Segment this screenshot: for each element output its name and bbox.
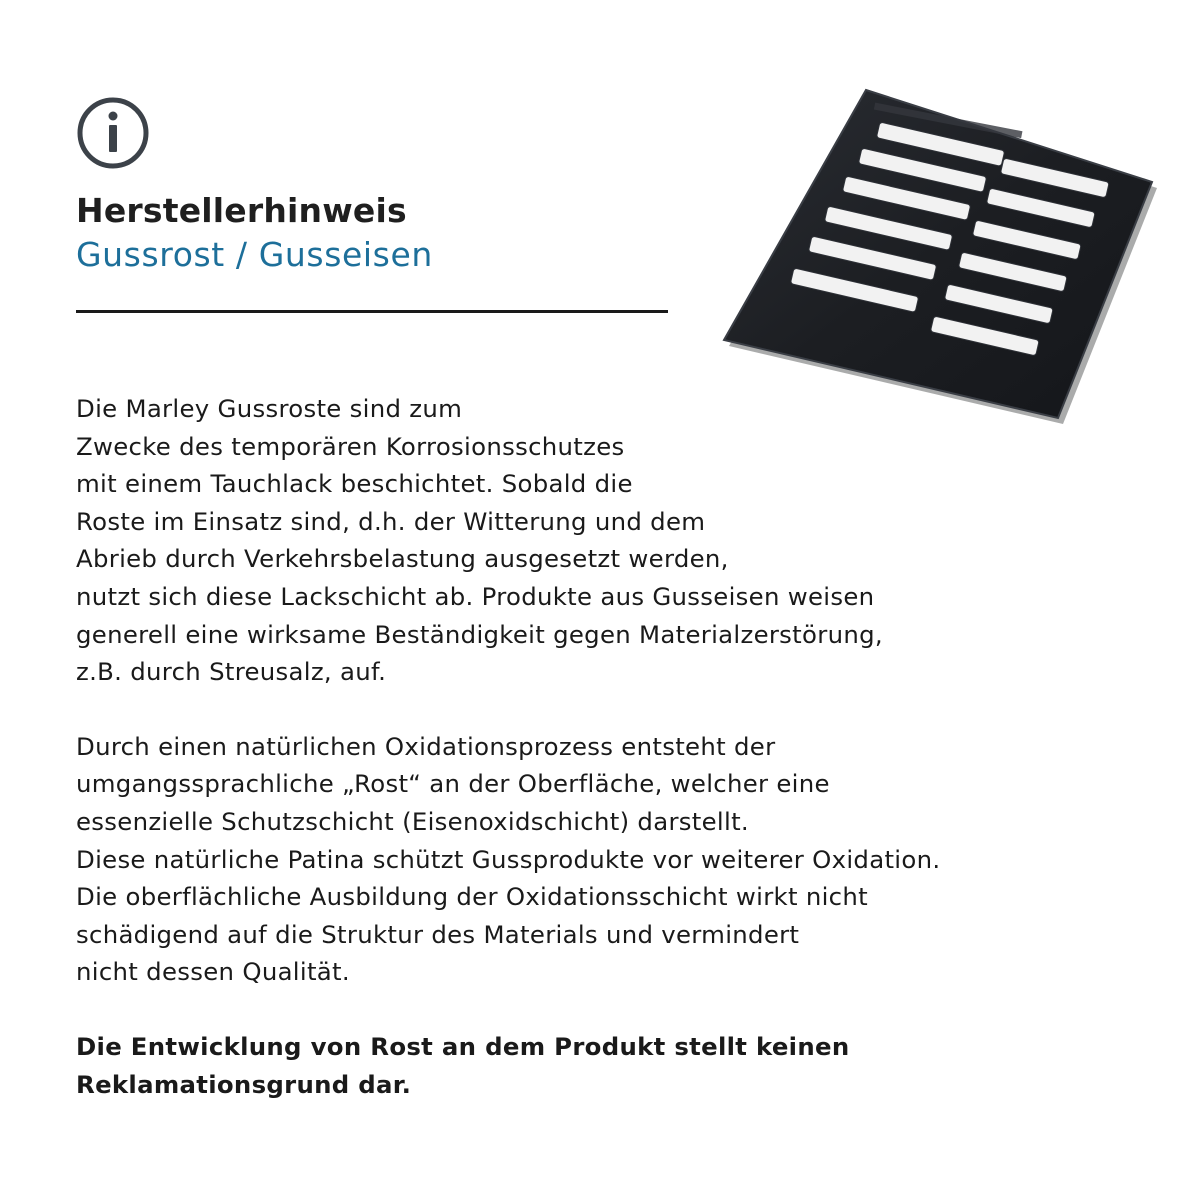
text-line: schädigend auf die Struktur des Materials und vermindert <box>76 919 800 949</box>
text-line: Durch einen natürlichen Oxidationsprozess entsteht der <box>76 731 776 761</box>
info-icon <box>76 96 150 170</box>
text-line: nutzt sich diese Lackschicht ab. Produkte aus Gusseisen weisen <box>76 581 875 611</box>
text-line: Abrieb durch Verkehrsbelastung ausgesetzt werden, <box>76 544 729 574</box>
text-line: generell eine wirksame Beständigkeit gegen Materialzerstörung, <box>76 619 883 649</box>
paragraph-oxidation <box>76 728 1176 991</box>
text-line: mit einem Tauchlack beschichtet. Sobald die <box>76 469 633 499</box>
text-line: Diese natürliche Patina schützt Gussprodukte vor weiterer Oxidation. <box>76 844 941 874</box>
page-heading <box>76 190 433 278</box>
text-line: nicht dessen Qualität. <box>76 957 350 987</box>
text-line: z.B. durch Streusalz, auf. <box>76 657 387 687</box>
page-title: Herstellerhinweis <box>76 191 407 230</box>
text-line: Reklamationsgrund dar. <box>76 1069 412 1099</box>
paragraph-spacer <box>76 691 1176 728</box>
text-line: Die Marley Gussroste sind zum <box>76 394 463 423</box>
text-line: Die Entwicklung von Rost an dem Produkt stellt keinen <box>76 1031 850 1061</box>
page-subtitle: Gussrost / Gusseisen <box>76 235 433 274</box>
paragraph-disclaimer <box>76 1028 1176 1103</box>
text-line: Roste im Einsatz sind, d.h. der Witterung und dem <box>76 506 706 536</box>
text-line: umgangssprachliche „Rost“ an der Oberfläche, welcher eine <box>76 769 830 799</box>
cast-iron-grate-image <box>722 84 1162 424</box>
paragraph-coating <box>76 390 1176 691</box>
text-line: Die oberflächliche Ausbildung der Oxidationsschicht wirkt nicht <box>76 882 868 912</box>
paragraph-spacer <box>76 991 1176 1028</box>
title-divider <box>76 310 668 313</box>
text-line: Zwecke des temporären Korrosionsschutzes <box>76 431 625 461</box>
text-line: essenzielle Schutzschicht (Eisenoxidschicht) darstellt. <box>76 806 749 836</box>
notice-body <box>76 390 1176 1103</box>
